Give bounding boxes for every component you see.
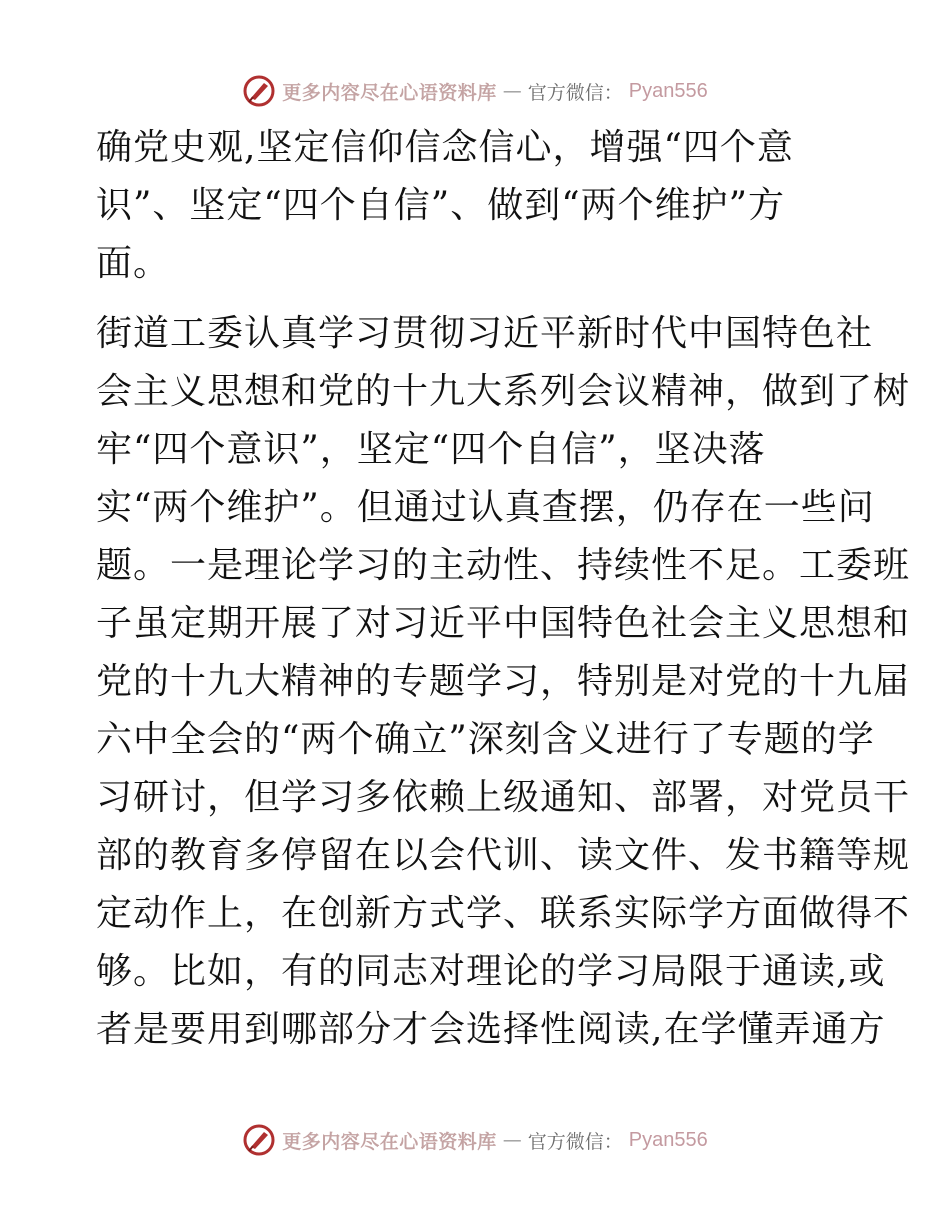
text-line: 题。一是理论学习的主动性、持续性不足。工委班 [96, 545, 911, 586]
quill-seal-icon [242, 74, 276, 108]
watermark-library-text: 更多内容尽在心语资料库 [282, 1130, 497, 1153]
text-line: 党的十九大精神的专题学习，特别是对党的十九届 [96, 661, 911, 702]
text-line: 习研讨，但学习多依赖上级通知、部署，对党员干 [96, 777, 911, 818]
watermark-wechat-label: 官方微信： [527, 1130, 623, 1153]
header-watermark [0, 71, 950, 111]
watermark-separator: — [502, 80, 522, 102]
text-line: 街道工委认真学习贯彻习近平新时代中国特色社 [96, 313, 874, 354]
watermark-separator: — [502, 1129, 522, 1151]
text-line: 者是要用到哪部分才会选择性阅读,在学懂弄通方 [96, 1009, 886, 1050]
text-line: 子虽定期开展了对习近平中国特色社会主义思想和 [96, 603, 911, 644]
watermark-wechat-id: Pyan556 [628, 1128, 708, 1151]
paragraph-gap [96, 298, 856, 310]
footer-watermark [0, 1120, 950, 1160]
text-line: 确党史观,坚定信仰信念信心，增强“四个意 [96, 127, 794, 168]
text-line: 牢“四个意识”，坚定“四个自信”，坚决落 [96, 429, 766, 470]
watermark-wechat-id: Pyan556 [628, 79, 708, 102]
quill-seal-icon [242, 1123, 276, 1157]
text-line: 面。 [96, 243, 171, 284]
text-line: 实“两个维护”。但通过认真查摆，仍存在一些问 [96, 487, 875, 528]
text-line: 会主义思想和党的十九大系列会议精神，做到了树 [96, 371, 911, 412]
document-body [96, 124, 911, 1064]
paragraph-2 [96, 310, 911, 1054]
text-line: 六中全会的“两个确立”深刻含义进行了专题的学 [96, 719, 875, 760]
paragraph-1 [96, 124, 856, 288]
text-line: 够。比如，有的同志对理论的学习局限于通读,或 [96, 951, 886, 992]
text-line: 部的教育多停留在以会代训、读文件、发书籍等规 [96, 835, 911, 876]
watermark-library-text: 更多内容尽在心语资料库 [282, 81, 497, 104]
text-line: 定动作上，在创新方式学、联系实际学方面做得不 [96, 893, 911, 934]
text-line: 识”、坚定“四个自信”、做到“两个维护”方 [96, 185, 786, 226]
watermark-wechat-label: 官方微信： [527, 81, 623, 104]
